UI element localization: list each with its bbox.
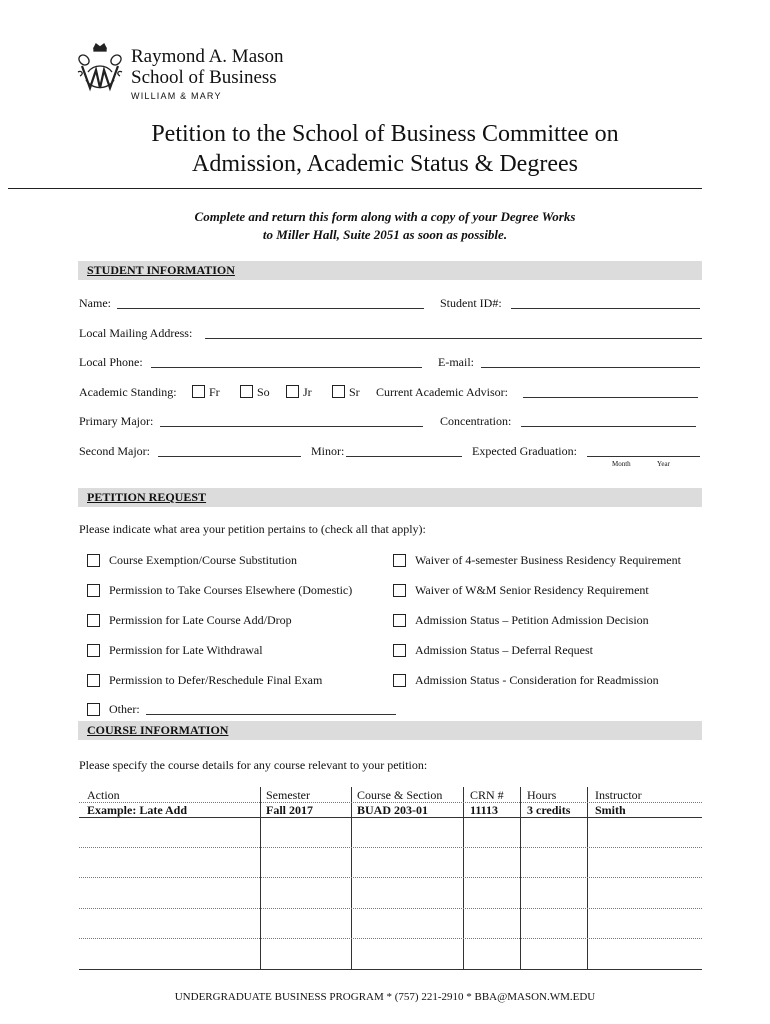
column-divider — [351, 787, 352, 970]
petition-request-header — [78, 488, 702, 507]
email-field[interactable] — [481, 367, 700, 368]
column-divider — [587, 787, 588, 970]
petition-option-label: Admission Status - Consideration for Readmission — [415, 673, 659, 687]
standing-sr-checkbox[interactable] — [332, 385, 345, 398]
logo-line-2: School of Business — [131, 67, 277, 88]
minor-label: Minor: — [311, 444, 345, 458]
graduation-label: Expected Graduation: — [472, 444, 577, 458]
example-instructor: Smith — [595, 803, 626, 817]
petition-option-checkbox[interactable] — [393, 584, 406, 597]
standing-jr-checkbox[interactable] — [286, 385, 299, 398]
graduation-field[interactable] — [587, 456, 700, 457]
petition-option-checkbox[interactable] — [87, 614, 100, 627]
mailing-address-field[interactable] — [205, 338, 702, 339]
standing-so-label: So — [257, 385, 270, 399]
instructions-line-1: Complete and return this form along with a copy of your Degree Works — [194, 209, 576, 224]
column-header-hours: Hours — [527, 788, 557, 802]
column-divider — [260, 787, 261, 970]
second-major-label: Second Major: — [79, 444, 150, 458]
instructions-line-2: to Miller Hall, Suite 2051 as soon as possible. — [262, 227, 508, 242]
student-info-heading: STUDENT INFORMATION — [87, 263, 235, 277]
petition-option-label: Permission to Defer/Reschedule Final Exam — [109, 673, 323, 687]
other-checkbox[interactable] — [87, 703, 100, 716]
petition-option-checkbox[interactable] — [87, 554, 100, 567]
example-crn: 11113 — [470, 803, 499, 817]
petition-prompt: Please indicate what area your petition pertains to (check all that apply): — [79, 522, 426, 536]
phone-label: Local Phone: — [79, 355, 143, 369]
petition-option-checkbox[interactable] — [87, 674, 100, 687]
table-row[interactable] — [79, 969, 702, 970]
petition-option-label: Permission for Late Withdrawal — [109, 643, 263, 657]
column-divider — [520, 787, 521, 970]
email-label: E-mail: — [438, 355, 474, 369]
column-header-crn: CRN # — [470, 788, 504, 802]
row-divider — [79, 817, 702, 818]
course-info-heading: COURSE INFORMATION — [87, 723, 229, 737]
petition-request-heading: PETITION REQUEST — [87, 490, 207, 504]
table-row[interactable] — [79, 908, 702, 909]
petition-option-label: Permission for Late Course Add/Drop — [109, 613, 292, 627]
school-cipher-logo — [74, 42, 126, 94]
course-prompt: Please specify the course details for any course relevant to your petition: — [79, 758, 428, 772]
column-divider — [463, 787, 464, 970]
standing-jr-label: Jr — [303, 385, 312, 399]
petition-option-label: Permission to Take Courses Elsewhere (Domestic) — [109, 583, 353, 597]
other-label: Other: — [109, 702, 140, 716]
petition-option-checkbox[interactable] — [393, 674, 406, 687]
petition-option-checkbox[interactable] — [87, 644, 100, 657]
advisor-field[interactable] — [523, 397, 698, 398]
minor-field[interactable] — [346, 456, 462, 457]
logo-line-3: WILLIAM & MARY — [131, 91, 222, 101]
example-hours: 3 credits — [527, 803, 571, 817]
table-row[interactable] — [79, 938, 702, 939]
logo-line-1: Raymond A. Mason — [131, 46, 284, 67]
graduation-month-hint: Month — [612, 460, 631, 468]
second-major-field[interactable] — [158, 456, 301, 457]
phone-field[interactable] — [151, 367, 422, 368]
table-row[interactable] — [79, 877, 702, 878]
student-id-label: Student ID#: — [440, 296, 502, 310]
petition-option-label: Course Exemption/Course Substitution — [109, 553, 297, 567]
column-header-instructor: Instructor — [595, 788, 642, 802]
standing-so-checkbox[interactable] — [240, 385, 253, 398]
petition-option-checkbox[interactable] — [393, 614, 406, 627]
standing-fr-label: Fr — [209, 385, 220, 399]
example-action: Example: Late Add — [87, 803, 188, 817]
example-course-section: BUAD 203-01 — [357, 803, 428, 817]
column-header-semester: Semester — [266, 788, 310, 802]
primary-major-label: Primary Major: — [79, 414, 154, 428]
standing-fr-checkbox[interactable] — [192, 385, 205, 398]
table-row[interactable] — [79, 847, 702, 848]
graduation-year-hint: Year — [657, 460, 670, 468]
course-info-header — [78, 721, 702, 740]
title-divider — [8, 188, 702, 189]
primary-major-field[interactable] — [160, 426, 423, 427]
petition-option-label: Admission Status – Deferral Request — [415, 643, 593, 657]
concentration-label: Concentration: — [440, 414, 512, 428]
concentration-field[interactable] — [521, 426, 696, 427]
petition-option-checkbox[interactable] — [87, 584, 100, 597]
petition-option-label: Waiver of W&M Senior Residency Requirement — [415, 583, 649, 597]
petition-option-label: Waiver of 4-semester Business Residency Requirement — [415, 553, 681, 567]
page-title-line-1: Petition to the School of Business Committee on — [151, 121, 619, 147]
petition-option-label: Admission Status – Petition Admission Decision — [415, 613, 649, 627]
course-table — [79, 787, 702, 970]
academic-standing-label: Academic Standing: — [79, 385, 177, 399]
other-field[interactable] — [146, 714, 396, 715]
mailing-address-label: Local Mailing Address: — [79, 326, 193, 340]
page-title-line-2: Admission, Academic Status & Degrees — [192, 151, 578, 177]
student-info-header — [78, 261, 702, 280]
name-field[interactable] — [117, 308, 424, 309]
advisor-label: Current Academic Advisor: — [376, 385, 508, 399]
petition-option-checkbox[interactable] — [393, 644, 406, 657]
name-label: Name: — [79, 296, 111, 310]
petition-option-checkbox[interactable] — [393, 554, 406, 567]
standing-sr-label: Sr — [349, 385, 360, 399]
column-header-course-section: Course & Section — [357, 788, 443, 802]
footer: UNDERGRADUATE BUSINESS PROGRAM * (757) 221-2910 * BBA@MASON.WM.EDU — [174, 991, 596, 1003]
example-semester: Fall 2017 — [266, 803, 313, 817]
student-id-field[interactable] — [511, 308, 700, 309]
column-header-action: Action — [87, 788, 120, 802]
